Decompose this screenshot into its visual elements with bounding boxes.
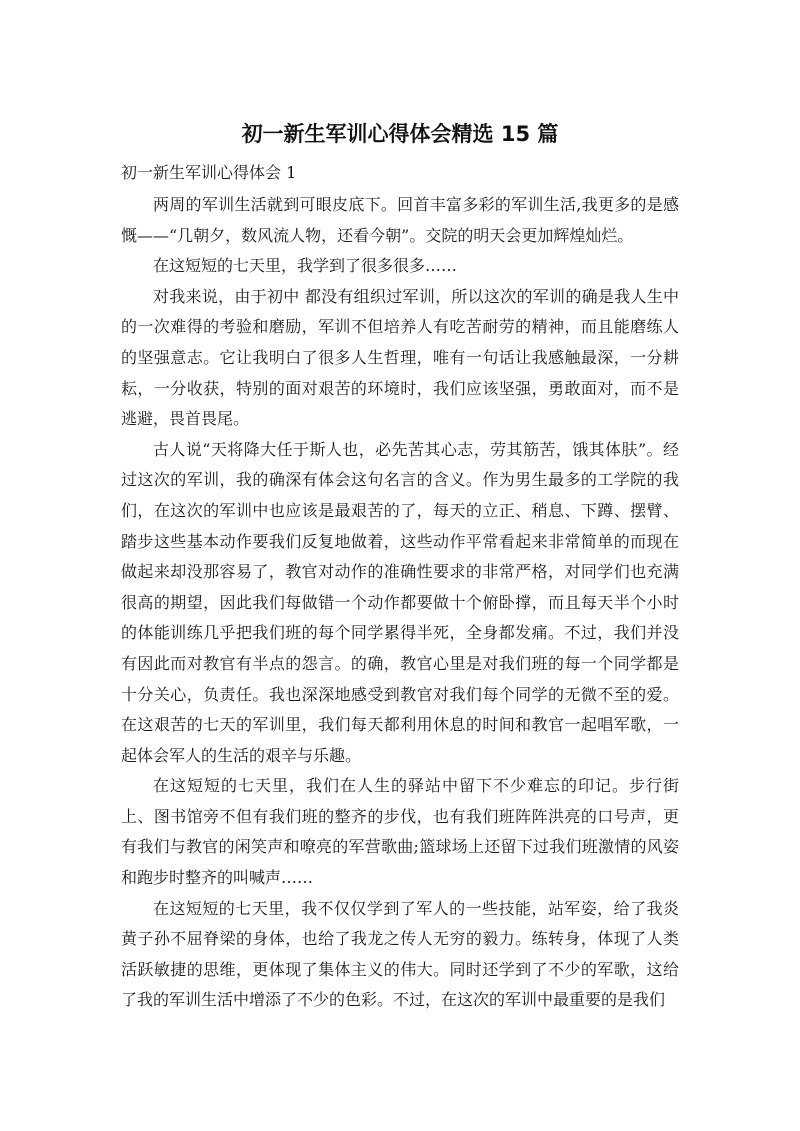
document-body [121, 190, 679, 1016]
paragraph: 对我来说，由于初中 都没有组织过军训，所以这次的军训的确是我人生中的一次难得的考验和磨励，军训不但培养人有吃苦耐劳的精神，而且能磨练人的坚强意志。它让我明白了很多人生哲理，唯有一句话让我感触最深，一分耕耘，一分收获，特别的面对艰苦的环境时，我们应该坚强，勇敢面对，而不是逃避，畏首畏尾。 [121, 286, 679, 429]
document-subtitle: 初一新生军训心得体会 1 [121, 163, 297, 182]
paragraph: 在这短短的七天里，我学到了很多很多…… [153, 256, 458, 276]
paragraph: 古人说“天将降大任于斯人也，必先苦其心志，劳其筋苦，饿其体肤”。经过这次的军训，我的确深有体会这句名言的含义。作为男生最多的工学院的我们，在这次的军训中也应该是最艰苦的了，每天的立正、稍息、下蹲、摆臂、踏步这些基本动作要我们反复地做着，这些动作平常看起来非常简单的而现在做起来却没那容易了，教官对动作的准确性要求的非常严格，对同学们也充满很高的期望，因此我们每做错一个动作都要做十个俯卧撑，而且每天半个小时的体能训练几乎把我们班的每个同学累得半死，全身都发痛。不过，我们并没有因此而对教官有半点的怨言。的确，教官心里是对我们班的每一个同学都是十分关心，负责任。我也深深地感受到教官对我们每个同学的无微不至的爱。在这艰苦的七天的军训里，我们每天都利用休息的时间和教官一起唱军歌，一起体会军人的生活的艰辛与乐趣。 [121, 439, 679, 765]
paragraph: 两周的军训生活就到可眼皮底下。回首丰富多彩的军训生活,我更多的是感慨——“几朝夕，数风流人物，还看今朝”。交院的明天会更加辉煌灿烂。 [121, 195, 679, 245]
paragraph: 在这短短的七天里，我们在人生的驿站中留下不少难忘的印记。步行街上、图书馆旁不但有我们班的整齐的步伐，也有我们班阵阵洪亮的口号声，更有我们与教官的闲笑声和嘹亮的军营歌曲;篮球场上还留下过我们班激情的风姿和跑步时整齐的叫喊声…… [121, 776, 679, 888]
document-title: 初一新生军训心得体会精选 15 篇 [241, 122, 559, 146]
paragraph: 在这短短的七天里，我不仅仅学到了军人的一些技能，站军姿，给了我炎黄子孙不屈脊梁的身体，也给了我龙之传人无穷的毅力。练转身，体现了人类活跃敏捷的思维，更体现了集体主义的伟大。同时还学到了不少的军歌，这给了我的军训生活中增添了不少的色彩。不过，在这次的军训中最重要的是我们 [121, 898, 679, 1010]
